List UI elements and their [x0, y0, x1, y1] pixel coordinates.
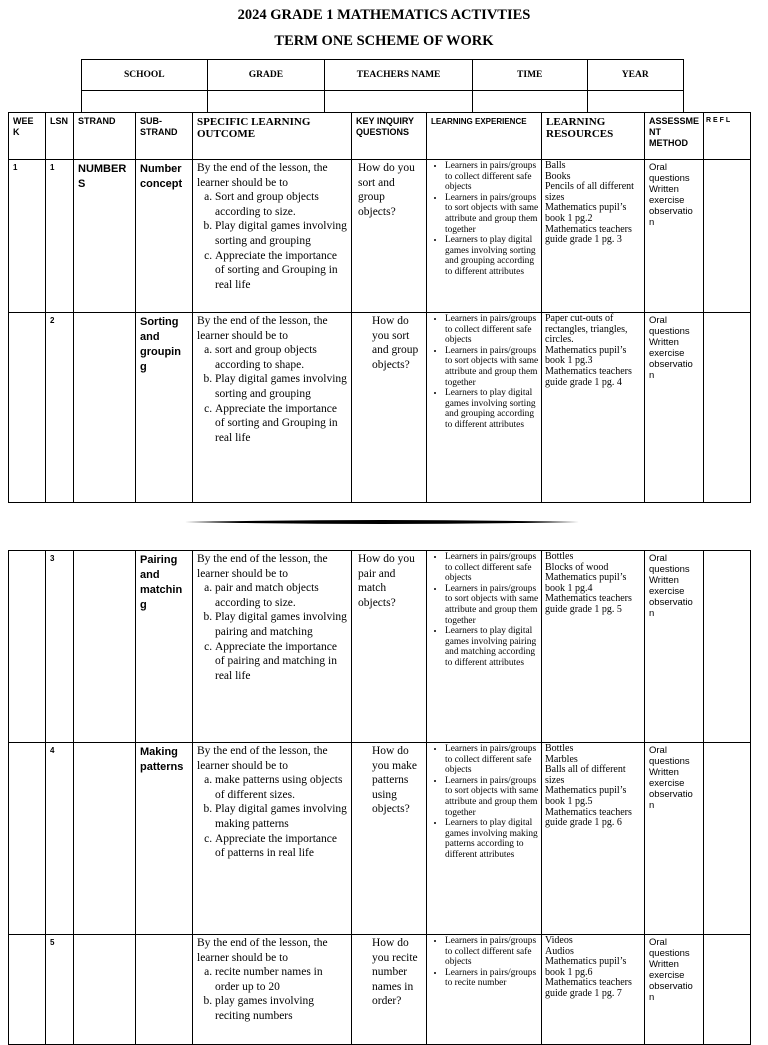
outcome-item: a. Sort and group objects according to size. [215, 190, 347, 219]
experience-item: • Learners to play digital games involving making patterns according to different attributes [445, 818, 539, 860]
refl-cell[interactable] [704, 313, 751, 503]
outcome-item: a. sort and group objects according to shape. [215, 343, 347, 372]
header-experience: LEARNING EXPERIENCE [427, 113, 542, 160]
experience-item: • Learners in pairs/groups to collect different safe objects [445, 744, 539, 776]
sub-strand-cell: Pairing and matchin g [136, 551, 193, 743]
experience-item: • Learners in pairs/groups to sort objects with same attribute and group them together [445, 776, 539, 818]
header-outcome: SPECIFIC LEARNING OUTCOME [193, 113, 352, 160]
week-cell [9, 935, 46, 1045]
resources-cell [542, 313, 645, 503]
header-sub-strand: SUB-STRAND [136, 113, 193, 160]
resource-item: Marbles [545, 753, 578, 765]
week-cell: 1 [9, 160, 46, 313]
info-header-school: SCHOOL [82, 60, 208, 91]
lsn-cell: 3 [46, 551, 74, 743]
assessment-item: observatio n [649, 981, 693, 1003]
experience-item: • Learners in pairs/groups to sort objects with same attribute and group them together [445, 346, 539, 388]
experience-cell [427, 160, 542, 313]
header-refl: R E F L [704, 113, 751, 160]
experience-item: • Learners in pairs/groups to recite number [445, 968, 539, 989]
assessment-item: Written exercise [649, 337, 685, 359]
assessment-item: Written exercise [649, 184, 685, 206]
experience-item: • Learners in pairs/groups to sort objects with same attribute and group them together [445, 584, 539, 626]
strand-cell [74, 551, 136, 743]
lsn-cell: 4 [46, 743, 74, 935]
assessment-cell [645, 313, 704, 503]
resources-cell [542, 551, 645, 743]
assessment-item: observatio n [649, 789, 693, 811]
table-row [9, 160, 751, 313]
experience-item: • Learners in pairs/groups to collect different safe objects [445, 552, 539, 584]
week-cell [9, 313, 46, 503]
document-title: 2024 GRADE 1 MATHEMATICS ACTIVTIES [237, 7, 531, 23]
assessment-item: Oral questions [649, 745, 690, 767]
info-cell-time[interactable] [472, 91, 587, 113]
experience-item: • Learners in pairs/groups to collect different safe objects [445, 936, 539, 968]
strand-cell [74, 313, 136, 503]
header-week: WEE K [9, 113, 46, 160]
strand-cell [74, 743, 136, 935]
table-row [9, 313, 751, 503]
outcome-item: c. Appreciate the importance of pairing and matching in real life [215, 640, 347, 684]
outcome-intro: By the end of the lesson, the learner should be to [197, 315, 328, 342]
assessment-item: observatio n [649, 359, 693, 381]
experience-item: • Learners to play digital games involving sorting and grouping according to different attributes [445, 388, 539, 430]
document-subtitle: TERM ONE SCHEME OF WORK [274, 33, 494, 49]
resource-item: Mathematics teachers guide grade 1 pg. 4 [545, 365, 632, 388]
resource-item: Balls all of different sizes [545, 764, 626, 786]
experience-cell [427, 313, 542, 503]
refl-cell[interactable] [704, 551, 751, 743]
assessment-cell [645, 551, 704, 743]
refl-cell[interactable] [704, 743, 751, 935]
outcome-item: b. Play digital games involving making patterns [215, 802, 347, 831]
table-row [9, 551, 751, 743]
outcome-item: c. Appreciate the importance of sorting and Grouping in real life [215, 249, 347, 293]
header-kiq: KEY INQUIRY QUESTIONS [352, 113, 427, 160]
resource-item: Videos [545, 935, 573, 946]
experience-item: • Learners to play digital games involving sorting and grouping according to different attributes [445, 235, 539, 277]
week-cell [9, 551, 46, 743]
outcome-item: b. Play digital games involving pairing and matching [215, 610, 347, 639]
kiq-cell: How do you pair and match objects? [352, 551, 427, 743]
experience-cell [427, 551, 542, 743]
resource-item: Bottles [545, 743, 574, 754]
assessment-item: observatio n [649, 597, 693, 619]
page-break-divider [185, 517, 579, 527]
outcome-intro: By the end of the lesson, the learner should be to [197, 162, 328, 189]
header-assessment: ASSESSME NT METHOD [645, 113, 704, 160]
kiq-cell: How do you sort and group objects? [352, 313, 427, 503]
experience-item: • Learners in pairs/groups to sort objects with same attribute and group them together [445, 193, 539, 235]
assessment-item: Written exercise [649, 575, 685, 597]
strand-cell [74, 935, 136, 1045]
info-cell-year[interactable] [587, 91, 684, 113]
resource-item: Balls [545, 160, 566, 171]
resource-item: Paper cut-outs of rectangles, triangles, circles. [545, 313, 628, 346]
assessment-cell [645, 160, 704, 313]
scheme-table-page-1 [8, 112, 751, 503]
info-header-grade: GRADE [207, 60, 325, 91]
sub-strand-cell [136, 935, 193, 1045]
outcome-cell [193, 743, 352, 935]
assessment-item: Written exercise [649, 959, 685, 981]
lsn-cell: 2 [46, 313, 74, 503]
lsn-cell: 5 [46, 935, 74, 1045]
resources-cell [542, 160, 645, 313]
resources-cell [542, 743, 645, 935]
info-header-time: TIME [472, 60, 587, 91]
resource-item: Mathematics pupil’s book 1 pg.4 [545, 572, 627, 594]
experience-item: • Learners to play digital games involving pairing and matching according to different attributes [445, 626, 539, 668]
kiq-cell: How do you sort and group objects? [352, 160, 427, 313]
resource-item: Books [545, 170, 571, 182]
assessment-item: observatio n [649, 206, 693, 228]
refl-cell[interactable] [704, 935, 751, 1045]
outcome-item: a. pair and match objects according to size. [215, 581, 347, 610]
info-cell-grade[interactable] [207, 91, 325, 113]
week-cell [9, 743, 46, 935]
info-cell-school[interactable] [82, 91, 208, 113]
assessment-item: Oral questions [649, 937, 690, 959]
outcome-intro: By the end of the lesson, the learner should be to [197, 937, 328, 964]
experience-cell [427, 743, 542, 935]
resources-cell [542, 935, 645, 1045]
outcome-item: a. make patterns using objects of different sizes. [215, 773, 347, 802]
assessment-item: Oral questions [649, 162, 690, 184]
scheme-table-page-2 [8, 550, 751, 1045]
experience-item: • Learners in pairs/groups to collect different safe objects [445, 314, 539, 346]
assessment-item: Oral questions [649, 553, 690, 575]
resource-item: Mathematics teachers guide grade 1 pg. 6 [545, 806, 632, 829]
sub-strand-cell: Sorting and groupin g [136, 313, 193, 503]
info-header-year: YEAR [587, 60, 684, 91]
resource-item: Pencils of all different sizes [545, 181, 634, 203]
header-resources: LEARNING RESOURCES [542, 113, 645, 160]
table-row [9, 743, 751, 935]
experience-cell [427, 935, 542, 1045]
outcome-item: b. Play digital games involving sorting and grouping [215, 372, 347, 401]
resource-item: Mathematics teachers guide grade 1 pg. 7 [545, 977, 632, 999]
kiq-cell: How do you make patterns using objects? [352, 743, 427, 935]
resource-item: Mathematics pupil’s book 1 pg.6 [545, 956, 627, 978]
resource-item: Mathematics teachers guide grade 1 pg. 5 [545, 593, 632, 615]
outcome-item: a. recite number names in order up to 20 [215, 965, 347, 994]
resource-item: Mathematics pupil’s book 1 pg.3 [545, 344, 627, 367]
info-cell-teachers-name[interactable] [325, 91, 473, 113]
outcome-item: b. play games involving reciting numbers [215, 994, 347, 1023]
outcome-item: c. Appreciate the importance of patterns in real life [215, 832, 347, 861]
assessment-cell [645, 935, 704, 1045]
outcome-intro: By the end of the lesson, the learner should be to [197, 745, 328, 772]
lsn-cell: 1 [46, 160, 74, 313]
assessment-item: Oral questions [649, 315, 690, 337]
header-strand: STRAND [74, 113, 136, 160]
outcome-item: c. Appreciate the importance of sorting and Grouping in real life [215, 402, 347, 446]
outcome-item: b. Play digital games involving sorting and grouping [215, 219, 347, 248]
strand-cell: NUMBER S [74, 160, 136, 313]
table-row [9, 935, 751, 1045]
info-header-teachers-name: TEACHERS NAME [325, 60, 473, 91]
refl-cell[interactable] [704, 160, 751, 313]
resource-item: Bottles [545, 551, 574, 562]
assessment-item: Written exercise [649, 767, 685, 789]
outcome-cell [193, 160, 352, 313]
experience-item: • Learners in pairs/groups to collect different safe objects [445, 161, 539, 193]
resource-item: Mathematics pupil’s book 1 pg.2 [545, 202, 627, 224]
assessment-cell [645, 743, 704, 935]
outcome-cell [193, 935, 352, 1045]
header-lsn: LSN [46, 113, 74, 160]
info-table [81, 59, 684, 113]
outcome-cell [193, 313, 352, 503]
outcome-intro: By the end of the lesson, the learner should be to [197, 553, 328, 580]
sub-strand-cell: Number concept [136, 160, 193, 313]
resource-item: Mathematics pupil’s book 1 pg.5 [545, 785, 627, 807]
resource-item: Mathematics teachers guide grade 1 pg. 3 [545, 223, 632, 246]
sub-strand-cell: Making patterns [136, 743, 193, 935]
outcome-cell [193, 551, 352, 743]
kiq-cell: How do you recite number names in order? [352, 935, 427, 1045]
resource-item: Blocks of wood [545, 561, 609, 573]
resource-item: Audios [545, 945, 574, 957]
